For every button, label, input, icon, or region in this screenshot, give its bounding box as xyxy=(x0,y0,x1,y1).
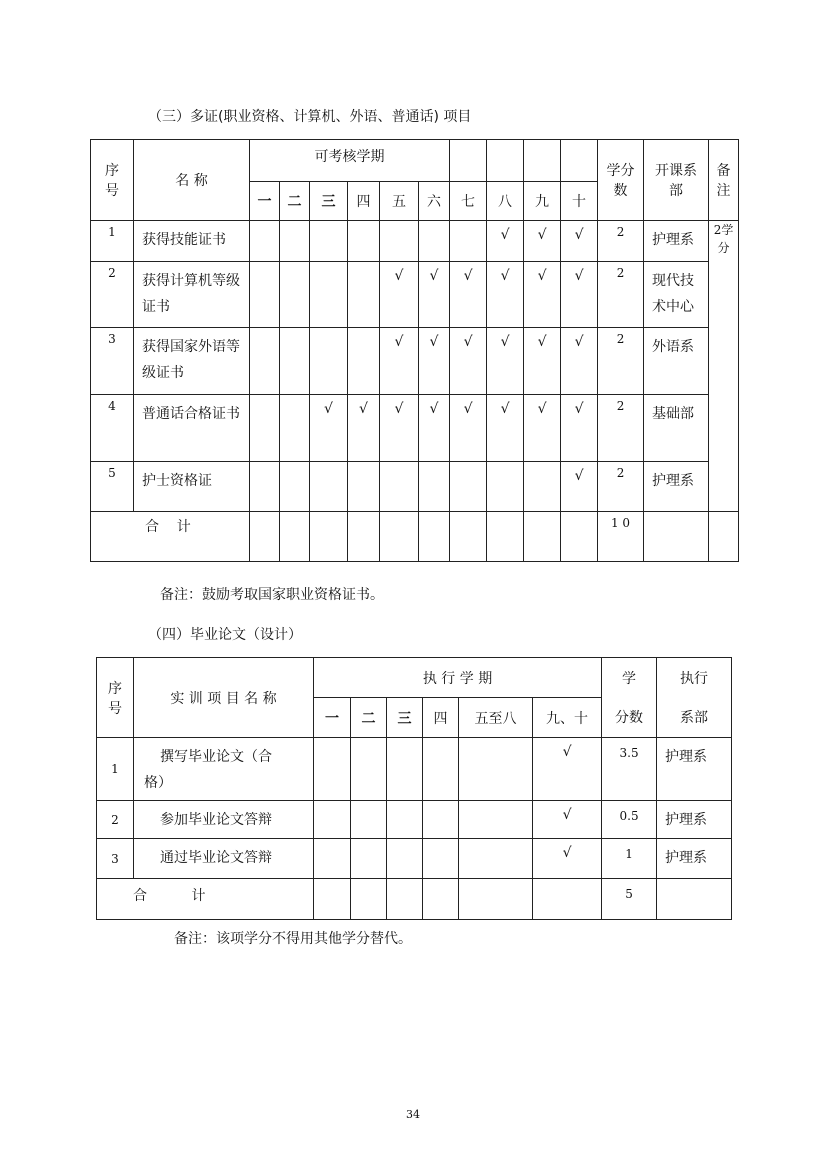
table-cell xyxy=(348,462,380,512)
header-term: 五 xyxy=(380,182,419,221)
row-seq: 3 xyxy=(91,328,134,395)
header-term: 四 xyxy=(348,182,380,221)
check-mark: √ xyxy=(450,395,487,462)
table-cell xyxy=(459,738,533,801)
total-label: 合 计 xyxy=(97,879,314,920)
check-mark: √ xyxy=(380,395,419,462)
check-mark: √ xyxy=(348,395,380,462)
row-seq: 4 xyxy=(91,395,134,462)
row-dept: 基础部 xyxy=(644,395,709,462)
header-term: 五至八 xyxy=(459,698,533,738)
header-term: 二 xyxy=(280,182,310,221)
table-cell xyxy=(351,839,387,879)
table-cell xyxy=(487,512,524,562)
row-seq: 2 xyxy=(91,262,134,328)
table-cell xyxy=(709,512,739,562)
table-cell xyxy=(459,839,533,879)
table-cell xyxy=(450,221,487,262)
table-cell xyxy=(657,879,732,920)
header-term: 一 xyxy=(314,698,351,738)
check-mark: √ xyxy=(450,328,487,395)
table-cell xyxy=(250,328,280,395)
row-seq: 1 xyxy=(91,221,134,262)
check-mark: √ xyxy=(533,801,602,839)
table-cell xyxy=(250,395,280,462)
table-cell xyxy=(524,462,561,512)
check-mark: √ xyxy=(487,328,524,395)
table-row xyxy=(91,462,739,512)
table-cell xyxy=(310,328,348,395)
check-mark: √ xyxy=(561,462,598,512)
table-cell xyxy=(419,221,450,262)
table-cell xyxy=(450,512,487,562)
check-mark: √ xyxy=(380,262,419,328)
table-cell xyxy=(348,262,380,328)
table-cell xyxy=(423,738,459,801)
check-mark: √ xyxy=(310,395,348,462)
check-mark: √ xyxy=(524,328,561,395)
table-cell xyxy=(348,328,380,395)
row-name: 获得技能证书 xyxy=(134,221,250,262)
row-seq: 1 xyxy=(97,738,134,801)
row-dept: 护理系 xyxy=(644,462,709,512)
header-term: 七 xyxy=(450,182,487,221)
remark-value: 2学分 xyxy=(709,221,739,512)
table-cell xyxy=(348,221,380,262)
header-name: 实 训 项 目 名 称 xyxy=(134,658,314,738)
check-mark: √ xyxy=(561,262,598,328)
check-mark: √ xyxy=(561,221,598,262)
table-cell xyxy=(387,839,423,879)
table-cell xyxy=(314,738,351,801)
header-empty-cell xyxy=(450,140,487,182)
header-credits: 学分数 xyxy=(598,140,644,221)
table-cell xyxy=(310,512,348,562)
header-term: 六 xyxy=(419,182,450,221)
row-dept: 外语系 xyxy=(644,328,709,395)
section4-note: 备注：该项学分不得用其他学分替代。 xyxy=(174,931,412,947)
row-dept: 护理系 xyxy=(657,839,732,879)
total-label: 合 计 xyxy=(91,512,250,562)
check-mark: √ xyxy=(419,328,450,395)
header-term: 九、十 xyxy=(533,698,602,738)
table-row xyxy=(97,839,732,879)
table-cell xyxy=(280,328,310,395)
table-cell xyxy=(380,512,419,562)
row-name: 获得计算机等级证书 xyxy=(134,262,250,328)
header-term: 三 xyxy=(310,182,348,221)
table-cell xyxy=(351,879,387,920)
table-cell xyxy=(423,879,459,920)
table-row xyxy=(91,328,739,395)
table-cell xyxy=(533,879,602,920)
row-dept: 现代技术中心 xyxy=(644,262,709,328)
header-seq: 序号 xyxy=(97,658,134,738)
check-mark: √ xyxy=(380,328,419,395)
check-mark: √ xyxy=(487,221,524,262)
table-cell xyxy=(387,738,423,801)
row-seq: 2 xyxy=(97,801,134,839)
table-cell xyxy=(380,221,419,262)
check-mark: √ xyxy=(524,395,561,462)
table-cell xyxy=(419,512,450,562)
table-cell xyxy=(280,262,310,328)
table-cell xyxy=(310,462,348,512)
row-credits: 2 xyxy=(598,395,644,462)
header-term: 一 xyxy=(250,182,280,221)
header-credits: 学 xyxy=(602,658,657,698)
header-name: 名 称 xyxy=(134,140,250,221)
table-cell xyxy=(351,738,387,801)
table-cell xyxy=(280,221,310,262)
table-cell xyxy=(280,512,310,562)
table-cell xyxy=(450,462,487,512)
header-empty-cell xyxy=(487,140,524,182)
table-cell xyxy=(524,512,561,562)
row-dept: 护理系 xyxy=(657,738,732,801)
header-term-group: 执 行 学 期 xyxy=(314,658,602,698)
table-cell xyxy=(380,462,419,512)
table-cell xyxy=(250,462,280,512)
section3-title: （三）多证(职业资格、计算机、外语、普通话) 项目 xyxy=(148,109,472,125)
header-dept: 开课系部 xyxy=(644,140,709,221)
total-credits: 5 xyxy=(602,879,657,920)
check-mark: √ xyxy=(487,262,524,328)
total-credits: 1 0 xyxy=(598,512,644,562)
table-row xyxy=(97,738,732,801)
row-name: 参加毕业论文答辩 xyxy=(134,801,314,839)
table-cell xyxy=(423,839,459,879)
table-cell xyxy=(314,839,351,879)
header-term-group: 可考核学期 xyxy=(250,140,450,182)
table-cell xyxy=(310,262,348,328)
table-cell xyxy=(250,221,280,262)
table-cell xyxy=(351,801,387,839)
table-cell xyxy=(387,801,423,839)
row-name: 通过毕业论文答辩 xyxy=(134,839,314,879)
table-cell xyxy=(419,462,450,512)
header-empty-cell xyxy=(524,140,561,182)
check-mark: √ xyxy=(533,738,602,801)
table-cell xyxy=(348,512,380,562)
header-term: 八 xyxy=(487,182,524,221)
row-credits: 1 xyxy=(602,839,657,879)
table-cell xyxy=(280,395,310,462)
row-name: 撰写毕业论文（合格） xyxy=(134,738,314,801)
thesis-table xyxy=(96,657,732,920)
header-term: 三 xyxy=(387,698,423,738)
check-mark: √ xyxy=(419,262,450,328)
row-name: 护士资格证 xyxy=(134,462,250,512)
check-mark: √ xyxy=(450,262,487,328)
section3-note: 备注：鼓励考取国家职业资格证书。 xyxy=(160,587,384,603)
table-cell xyxy=(310,221,348,262)
check-mark: √ xyxy=(419,395,450,462)
row-credits: 2 xyxy=(598,221,644,262)
header-term: 九 xyxy=(524,182,561,221)
row-name: 普通话合格证书 xyxy=(134,395,250,462)
table-row xyxy=(91,395,739,462)
header-empty-cell xyxy=(561,140,598,182)
header-dept: 执行 xyxy=(657,658,732,698)
header-credits-bottom: 分数 xyxy=(602,698,657,738)
check-mark: √ xyxy=(487,395,524,462)
check-mark: √ xyxy=(524,262,561,328)
check-mark: √ xyxy=(561,395,598,462)
table-cell xyxy=(459,879,533,920)
header-term: 二 xyxy=(351,698,387,738)
table-cell xyxy=(250,262,280,328)
row-name: 获得国家外语等级证书 xyxy=(134,328,250,395)
check-mark: √ xyxy=(561,328,598,395)
table-cell xyxy=(423,801,459,839)
header-term: 十 xyxy=(561,182,598,221)
check-mark: √ xyxy=(524,221,561,262)
table-row xyxy=(97,801,732,839)
table-cell xyxy=(459,801,533,839)
row-credits: 3.5 xyxy=(602,738,657,801)
certificates-table xyxy=(90,139,739,562)
table-cell xyxy=(250,512,280,562)
row-seq: 3 xyxy=(97,839,134,879)
row-credits: 2 xyxy=(598,328,644,395)
header-term: 四 xyxy=(423,698,459,738)
table-cell xyxy=(280,462,310,512)
page-number: 34 xyxy=(406,1108,420,1121)
table-cell xyxy=(644,512,709,562)
table-row xyxy=(91,262,739,328)
row-seq: 5 xyxy=(91,462,134,512)
row-credits: 2 xyxy=(598,462,644,512)
table-cell xyxy=(314,879,351,920)
header-remark: 备注 xyxy=(709,140,739,221)
row-dept: 护理系 xyxy=(657,801,732,839)
table-cell xyxy=(487,462,524,512)
table-row xyxy=(91,221,739,262)
header-dept-bottom: 系部 xyxy=(657,698,732,738)
row-credits: 2 xyxy=(598,262,644,328)
row-credits: 0.5 xyxy=(602,801,657,839)
table-cell xyxy=(314,801,351,839)
section4-title: （四）毕业论文（设计） xyxy=(148,627,302,643)
table-cell xyxy=(387,879,423,920)
row-dept: 护理系 xyxy=(644,221,709,262)
table-cell xyxy=(561,512,598,562)
check-mark: √ xyxy=(533,839,602,879)
header-seq: 序号 xyxy=(91,140,134,221)
